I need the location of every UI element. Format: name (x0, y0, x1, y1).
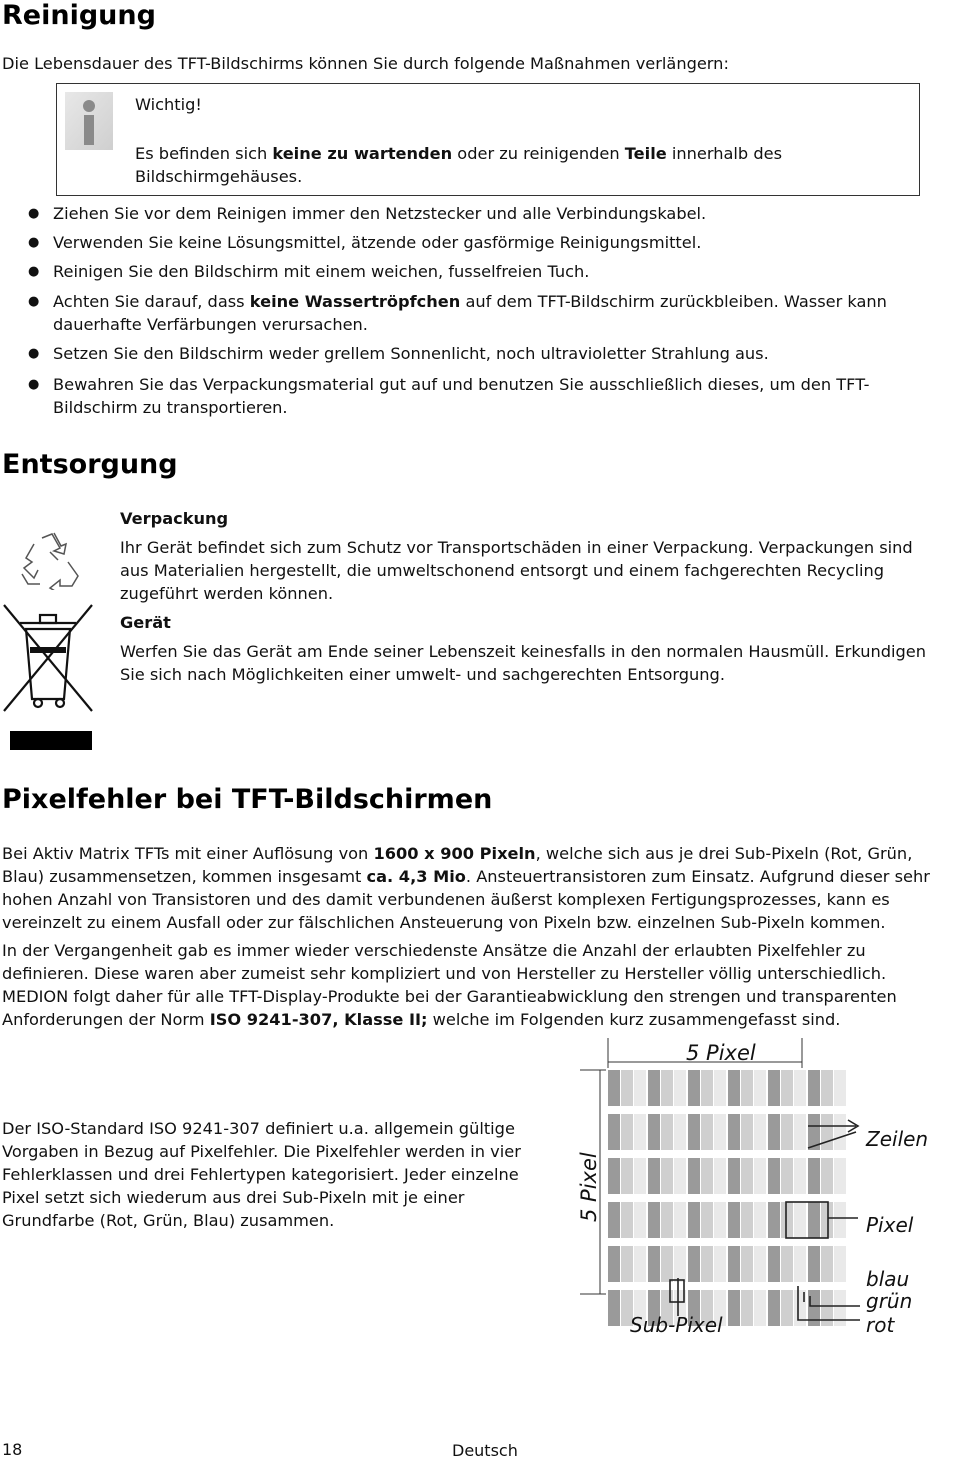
sub-pixel (608, 1070, 620, 1106)
sub-pixel (754, 1246, 766, 1282)
sub-pixel (754, 1158, 766, 1194)
pixelfehler-p2-line1: In der Vergangenheit gab es immer wieder verschiedenste Ansätze die Anzahl der erlaubten Pixelfehler zu (2, 941, 866, 960)
important-notice-box (56, 83, 920, 196)
sub-pixel (701, 1114, 713, 1150)
sub-pixel (701, 1246, 713, 1282)
heading-entsorgung: Entsorgung (2, 449, 178, 480)
pixelfehler-p3-line3: Fehlerklassen und drei Fehlertypen kategorisiert. Jeder einzelne (2, 1165, 519, 1184)
sub-pixel (661, 1114, 673, 1150)
sub-pixel (674, 1114, 686, 1150)
verpackung-text-line1: Ihr Gerät befindet sich zum Schutz vor Transportschäden in einer Verpackung. Verpackungen sind (120, 538, 913, 557)
sub-pixel (794, 1202, 806, 1238)
sub-pixel (781, 1158, 793, 1194)
pixelfehler-p2-line3: MEDION folgt daher für alle TFT-Display-Produkte bei der Garantieabwicklung den strengen und transparenten (2, 987, 897, 1006)
verpackung-title: Verpackung (120, 509, 229, 528)
pixelfehler-p1-line3: hohen Anzahl von Transistoren und des damit verbundenen äußerst komplexen Fertigungsprozesses, kann es (2, 890, 890, 909)
sub-pixel (821, 1114, 833, 1150)
sub-pixel (688, 1202, 700, 1238)
sub-pixel (621, 1070, 633, 1106)
sub-pixel (634, 1202, 646, 1238)
sub-pixel (741, 1202, 753, 1238)
sub-pixel (674, 1202, 686, 1238)
geraet-text-line2: Sie sich nach Möglichkeiten einer umwelt- und sachgerechten Entsorgung. (120, 665, 725, 684)
sub-pixel (728, 1114, 740, 1150)
verpackung-text-line2: aus Materialien hergestellt, die umweltschonend entsorgt und einem fachgerechten Recycling (120, 561, 885, 580)
sub-pixel (634, 1114, 646, 1150)
sub-pixel (821, 1246, 833, 1282)
pixelfehler-p3-line5: Grundfarbe (Rot, Grün, Blau) zusammen. (2, 1211, 335, 1230)
sub-pixel (621, 1246, 633, 1282)
sub-pixel (768, 1246, 780, 1282)
notice-text-line1: Es befinden sich keine zu wartenden oder zu reinigenden Teile innerhalb des (135, 144, 783, 163)
sub-pixel (794, 1114, 806, 1150)
sub-pixel (714, 1114, 726, 1150)
sub-pixel (781, 1202, 793, 1238)
sub-pixel (728, 1158, 740, 1194)
sub-pixel (768, 1114, 780, 1150)
sub-pixel (648, 1114, 660, 1150)
sub-pixel (781, 1114, 793, 1150)
sub-pixel (754, 1114, 766, 1150)
label-rot: rot (866, 1313, 895, 1337)
footer-language: Deutsch (452, 1441, 518, 1460)
sub-pixel (701, 1158, 713, 1194)
sub-pixel (608, 1290, 620, 1326)
weee-black-bar (10, 731, 92, 750)
label-5pixel-side: 5 Pixel (577, 1152, 601, 1222)
sub-pixel (768, 1202, 780, 1238)
sub-pixel (768, 1070, 780, 1106)
pixel-diagram (560, 1030, 960, 1350)
heading-reinigung: Reinigung (2, 0, 156, 31)
sub-pixel (621, 1114, 633, 1150)
sub-pixel (754, 1202, 766, 1238)
sub-pixel (714, 1202, 726, 1238)
verpackung-text-line3: zugeführt werden können. (120, 584, 334, 603)
sub-pixel (754, 1070, 766, 1106)
label-subpixel: Sub-Pixel (630, 1313, 723, 1337)
sub-pixel (781, 1070, 793, 1106)
sub-pixel (648, 1202, 660, 1238)
sub-pixel (608, 1246, 620, 1282)
reinigung-intro: Die Lebensdauer des TFT-Bildschirms können Sie durch folgende Maßnahmen verlängern: (2, 54, 729, 73)
sub-pixel (794, 1070, 806, 1106)
geraet-text-line1: Werfen Sie das Gerät am Ende seiner Lebenszeit keinesfalls in den normalen Hausmüll. Erkundigen (120, 642, 926, 661)
sub-pixel (648, 1158, 660, 1194)
sub-pixel (821, 1158, 833, 1194)
sub-pixel (808, 1246, 820, 1282)
sub-pixel (688, 1246, 700, 1282)
notice-text-line2: Bildschirmgehäuses. (135, 167, 303, 186)
sub-pixel (661, 1158, 673, 1194)
sub-pixel (701, 1202, 713, 1238)
sub-pixel (741, 1290, 753, 1326)
sub-pixel (661, 1202, 673, 1238)
sub-pixel (608, 1202, 620, 1238)
pixelfehler-p1-line1: Bei Aktiv Matrix TFTs mit einer Auflösung von 1600 x 900 Pixeln, welche sich aus je drei Sub-Pixeln (Rot, Grün, (2, 844, 913, 863)
sub-pixel (754, 1290, 766, 1326)
crossed-bin-icon (2, 603, 94, 715)
sub-pixel (621, 1202, 633, 1238)
sub-pixel (714, 1158, 726, 1194)
sub-pixel (688, 1158, 700, 1194)
sub-pixel (741, 1114, 753, 1150)
subpixel-grid (608, 1070, 846, 1326)
pixelfehler-p3-line2: Vorgaben in Bezug auf Pixelfehler. Die Pixelfehler werden in vier (2, 1142, 521, 1161)
sub-pixel (674, 1158, 686, 1194)
sub-pixel (714, 1246, 726, 1282)
sub-pixel (608, 1158, 620, 1194)
notice-title: Wichtig! (135, 95, 202, 114)
sub-pixel (728, 1202, 740, 1238)
label-gruen: grün (866, 1289, 913, 1313)
pixelfehler-p3-line4: Pixel setzt sich wiederum aus drei Sub-Pixeln mit je einer (2, 1188, 465, 1207)
sub-pixel (834, 1246, 846, 1282)
sub-pixel (714, 1070, 726, 1106)
sub-pixel (634, 1070, 646, 1106)
sub-pixel (741, 1246, 753, 1282)
sub-pixel (701, 1070, 713, 1106)
label-blau: blau (866, 1267, 910, 1291)
sub-pixel (794, 1158, 806, 1194)
sub-pixel (634, 1246, 646, 1282)
pixelfehler-p1-line4: vereinzelt zu einem Ausfall oder zur fälschlichen Ansteuerung von Pixeln bzw. einzelnen Sub-Pixeln kommen. (2, 913, 886, 932)
pixelfehler-p2-line4: Anforderungen der Norm ISO 9241-307, Klasse II; welche im Folgenden kurz zusammengefasst sind. (2, 1010, 841, 1029)
label-pixel: Pixel (866, 1213, 914, 1237)
sub-pixel (648, 1070, 660, 1106)
sub-pixel (728, 1290, 740, 1326)
sub-pixel (688, 1114, 700, 1150)
sub-pixel (834, 1114, 846, 1150)
sub-pixel (834, 1070, 846, 1106)
sub-pixel (834, 1202, 846, 1238)
sub-pixel (808, 1202, 820, 1238)
sub-pixel (674, 1246, 686, 1282)
label-5pixel-top: 5 Pixel (686, 1041, 756, 1065)
sub-pixel (821, 1070, 833, 1106)
sub-pixel (648, 1246, 660, 1282)
pixelfehler-p2-line2: definieren. Diese waren aber zumeist sehr kompliziert und von Hersteller zu Hersteller völlig unterschiedlich. (2, 964, 887, 983)
sub-pixel (834, 1158, 846, 1194)
sub-pixel (741, 1158, 753, 1194)
sub-pixel (608, 1114, 620, 1150)
sub-pixel (768, 1158, 780, 1194)
sub-pixel (621, 1158, 633, 1194)
pixelfehler-p1-line2: Blau) zusammensetzen, kommen insgesamt ca. 4,3 Mio. Ansteuertransistoren zum Einsatz. Aufgrund dieser sehr (2, 867, 930, 886)
sub-pixel (808, 1158, 820, 1194)
page-number: 18 (2, 1440, 23, 1459)
sub-pixel (728, 1070, 740, 1106)
sub-pixel (688, 1070, 700, 1106)
recycling-icon (20, 532, 82, 590)
sub-pixel (728, 1246, 740, 1282)
pixelfehler-p3-line1: Der ISO-Standard ISO 9241-307 definiert u.a. allgemein gültige (2, 1119, 515, 1138)
sub-pixel (794, 1246, 806, 1282)
sub-pixel (781, 1246, 793, 1282)
geraet-title: Gerät (120, 613, 171, 632)
sub-pixel (821, 1202, 833, 1238)
label-zeilen: Zeilen (866, 1127, 929, 1151)
sub-pixel (808, 1070, 820, 1106)
sub-pixel (661, 1070, 673, 1106)
sub-pixel (634, 1158, 646, 1194)
sub-pixel (741, 1070, 753, 1106)
info-icon (65, 92, 113, 150)
sub-pixel (768, 1290, 780, 1326)
heading-pixelfehler: Pixelfehler bei TFT-Bildschirmen (2, 784, 493, 815)
sub-pixel (674, 1070, 686, 1106)
sub-pixel (781, 1290, 793, 1326)
sub-pixel (661, 1246, 673, 1282)
